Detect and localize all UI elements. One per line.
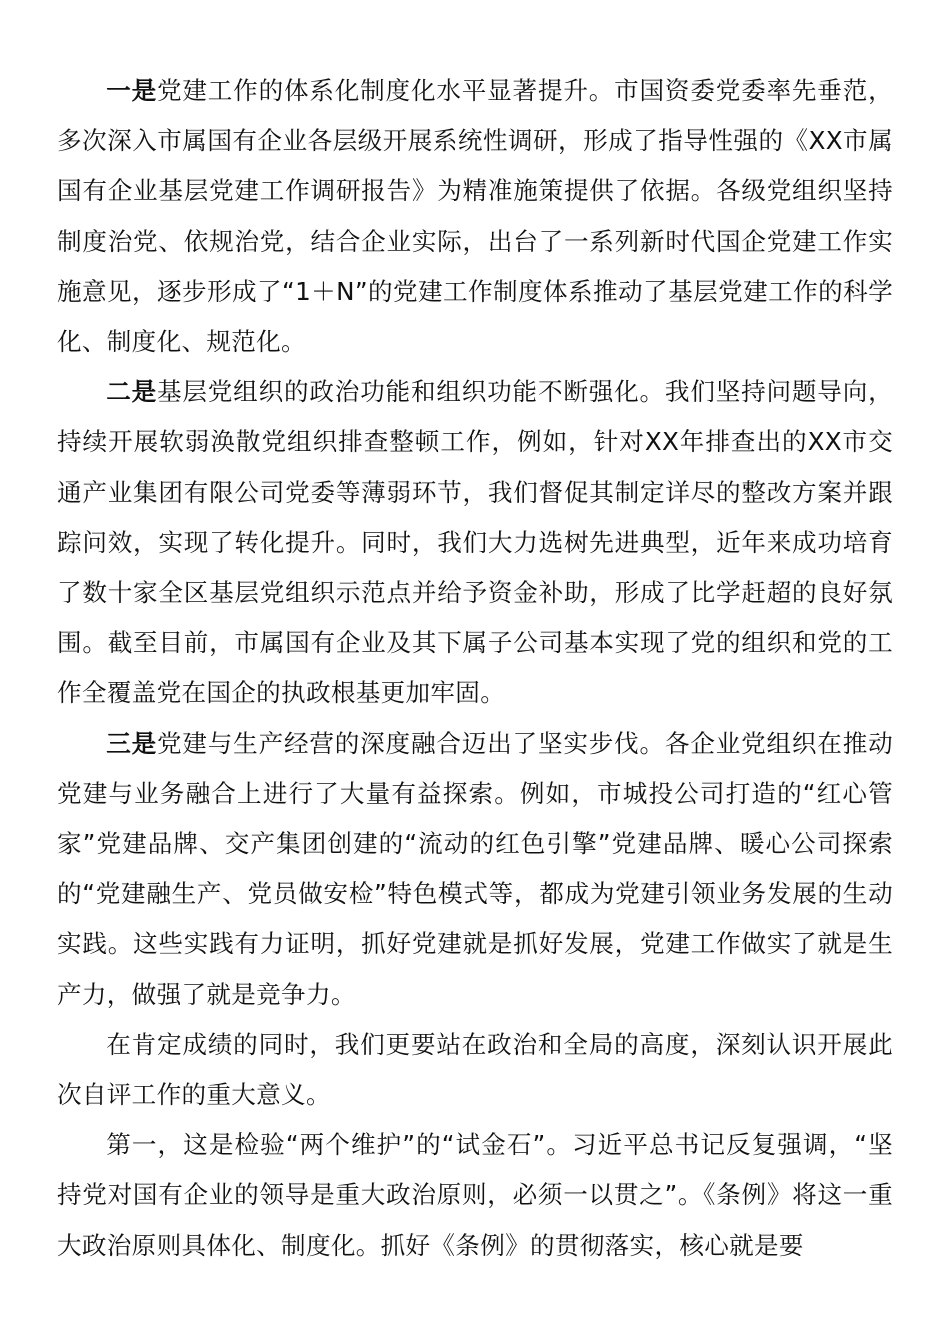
paragraph-four (57, 1020, 893, 1120)
paragraph-lead: 二是 (106, 377, 157, 407)
document-body (57, 66, 893, 1271)
paragraph-five (57, 1120, 893, 1271)
paragraph-lead: 三是 (106, 728, 157, 758)
paragraph-text: 基层党组织的政治功能和组织功能不断强化。我们坚持问题导向，持续开展软弱涣散党组织排查整顿工作，例如，针对XX年排查出的XX市交通产业集团有限公司党委等薄弱环节，我们督促其制定详尽的整改方案并跟踪问效，实现了转化提升。同时，我们大力选树先进典型，近年来成功培育了数十家全区基层党组织示范点并给予资金补助，形成了比学赶超的良好氛围。截至目前，市属国有企业及其下属子公司基本实现了党的组织和党的工作全覆盖党在国企的执政根基更加牢固。 (57, 377, 893, 708)
paragraph-text: 党建与生产经营的深度融合迈出了坚实步伐。各企业党组织在推动党建与业务融合上进行了大量有益探索。例如，市城投公司打造的“红心管家”党建品牌、交产集团创建的“流动的红色引擎”党建品牌、暖心公司探索的“党建融生产、党员做安检”特色模式等，都成为党建引领业务发展的生动实践。这些实践有力证明，抓好党建就是抓好发展，党建工作做实了就是生产力，做强了就是竞争力。 (57, 728, 893, 1009)
paragraph-one (57, 66, 893, 367)
paragraph-two (57, 367, 893, 718)
paragraph-text: 党建工作的体系化制度化水平显著提升。市国资委党委率先垂范，多次深入市属国有企业各层级开展系统性调研，形成了指导性强的《XX市属国有企业基层党建工作调研报告》为精准施策提供了依据。各级党组织坚持制度治党、依规治党，结合企业实际，出台了一系列新时代国企党建工作实施意见，逐步形成了“1＋N”的党建工作制度体系推动了基层党建工作的科学化、制度化、规范化。 (57, 76, 893, 357)
paragraph-three (57, 719, 893, 1020)
paragraph-lead: 一是 (106, 76, 157, 105)
paragraph-text: 第一，这是检验“两个维护”的“试金石”。习近平总书记反复强调，“坚持党对国有企业的领导是重大政治原则，必须一以贯之”。《条例》将这一重大政治原则具体化、制度化。抓好《条例》的贯彻落实，核心就是要 (57, 1130, 893, 1260)
paragraph-text: 在肯定成绩的同时，我们更要站在政治和全局的高度，深刻认识开展此次自评工作的重大意义。 (57, 1029, 893, 1110)
